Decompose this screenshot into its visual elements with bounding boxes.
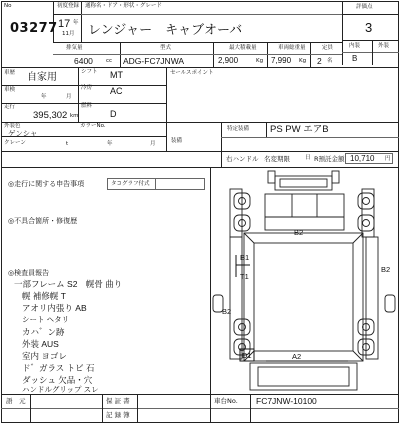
history-title: ◎走行に関する申告事項 — [8, 180, 85, 188]
note-line: ハンドルグリップ スレ — [22, 385, 99, 394]
ac-value: AC — [110, 86, 123, 96]
features-value: PS PW エアB — [270, 124, 329, 135]
type-label: 車歴 — [4, 70, 16, 76]
divider — [1, 67, 399, 68]
vehicle-name: レンジャー キャブオーバ — [88, 22, 243, 37]
selling-points-label: セールスポイント — [170, 70, 214, 76]
color-no-label: カラーNo. — [80, 123, 106, 129]
color-value: ゲンシャ — [8, 129, 38, 138]
equipment-label: 装備 — [171, 138, 183, 144]
note-line: 外装 AUS — [22, 339, 59, 349]
divider — [342, 14, 399, 15]
max-load-unit: Kg — [256, 58, 264, 64]
max-load-value: 2,900 — [218, 56, 239, 65]
recycle-amount: 10,710 — [350, 154, 375, 163]
model-code: ADG-FC7JNWA — [123, 56, 185, 66]
warranty-label: 保 証 書 — [106, 397, 130, 405]
divider — [210, 394, 211, 423]
inspection-label: 車検 — [4, 87, 16, 93]
damage-label-d1: D1 — [242, 351, 252, 360]
registration-month: 11月 — [62, 31, 75, 37]
mileage-value: 395,302 — [33, 110, 68, 121]
damage-label-b2-right: B2 — [381, 265, 391, 274]
features-label: 特定装備 — [227, 126, 250, 132]
divider — [342, 40, 399, 41]
fuel-value: D — [110, 109, 117, 119]
damage-label-b2-left: B2 — [222, 307, 232, 316]
manual-label: 記 録 簿 — [106, 411, 130, 419]
note-line: カハ゛ン跡 — [22, 327, 65, 337]
lot-number: 03277 — [10, 21, 58, 36]
displacement-label: 排気量 — [66, 45, 83, 51]
capacity-label: 定員 — [322, 45, 334, 51]
inspection-year: 年 — [41, 94, 47, 100]
gvw-unit: Kg — [299, 58, 307, 64]
interior-label: 内装 — [349, 43, 361, 49]
ac-label: 冷房 — [81, 85, 93, 91]
tachograph-label: タコグラフ付式 — [111, 181, 150, 187]
divider — [137, 394, 138, 423]
mileage-label: 走行 — [4, 104, 16, 110]
cargo-bed-inner — [254, 243, 353, 351]
cab-front-lines — [265, 194, 344, 217]
divider — [1, 394, 399, 395]
interior-score: B — [352, 54, 358, 63]
damage-label-a2: A2 — [292, 352, 302, 361]
max-load-label: 最大積載量 — [229, 45, 257, 51]
defects-title: ◎不具合箇所・修復歴 — [8, 217, 78, 225]
divider — [81, 1, 82, 42]
divider — [1, 151, 399, 152]
tailgate-inner — [258, 367, 349, 386]
divider — [53, 42, 342, 43]
overall-score: 3 — [365, 20, 373, 35]
inspection-month: 月 — [66, 94, 72, 100]
divider — [342, 52, 399, 53]
cargo-bed-outline — [244, 233, 363, 361]
year-label: 初度登録 — [57, 3, 80, 9]
crane-year: 年 — [107, 141, 113, 147]
ownership-label: 名変期限 — [264, 155, 290, 163]
cylinder-right-icon — [385, 295, 395, 312]
registration-year: 17 — [58, 18, 71, 30]
wheel-front-right-icon — [358, 193, 374, 209]
divider — [372, 40, 373, 65]
divider — [102, 394, 103, 423]
divider — [1, 408, 399, 409]
note-line: 幌 補修幌 T — [22, 291, 66, 301]
divider — [53, 14, 81, 15]
displacement-unit: cc — [106, 58, 113, 64]
mileage-unit: km — [70, 113, 79, 119]
divider — [155, 178, 156, 190]
name-label: 通称名・ドア・形状・グレード — [85, 3, 162, 9]
capacity-unit: 名 — [327, 58, 333, 64]
divider — [30, 394, 31, 423]
divider — [342, 1, 343, 65]
divider — [166, 67, 167, 151]
note-line: ド゛ガラス トビ 石 — [22, 363, 95, 373]
year-unit: 年 — [73, 20, 79, 26]
gvw-value: 7,990 — [271, 56, 292, 65]
lot-label: No — [4, 3, 12, 9]
shift-value: MT — [110, 70, 123, 80]
divider — [81, 14, 342, 15]
chassis-label: 車台No. — [214, 397, 238, 405]
cab-front-panel — [265, 194, 344, 230]
displacement-value: 6400 — [74, 56, 93, 66]
damage-label-t1: T1 — [240, 272, 249, 281]
exterior-label: 外装 — [378, 43, 390, 49]
cab-roof-outline — [275, 176, 332, 190]
usage-type: 自家用 — [27, 72, 57, 83]
ownership-values: 日 — [305, 155, 311, 161]
crane-label: クレーン — [4, 140, 26, 146]
divider — [221, 137, 399, 138]
capacity-value: 2 — [317, 56, 322, 66]
recycle-label: R預託金額 — [314, 155, 345, 163]
note-line: ダッシュ 欠品・穴 — [22, 375, 93, 385]
score-label: 評価点 — [356, 4, 373, 10]
recycle-unit: 円 — [385, 156, 391, 162]
damage-label-b1: B1 — [240, 253, 250, 262]
cargo-bed-corners — [244, 233, 363, 361]
truck-damage-diagram — [210, 167, 399, 394]
divider — [266, 122, 267, 137]
divider — [1, 122, 399, 123]
damage-label-b2-top: B2 — [294, 228, 304, 237]
model-label: 型式 — [160, 45, 172, 51]
note-line: 一部フレーム S2 幌骨 曲り — [14, 279, 123, 289]
color-label: 外装色 — [4, 123, 21, 129]
mirror-left-icon — [268, 171, 275, 183]
note-line: 室内 ヨゴレ — [22, 351, 67, 361]
divider — [250, 394, 251, 423]
steering-value: 右ハンドル — [226, 155, 259, 163]
bed-right-side — [366, 237, 378, 359]
windshield-outline — [280, 179, 327, 187]
divider — [221, 122, 222, 167]
note-line: シート ヘタリ — [22, 315, 70, 324]
fuel-label: 燃料 — [81, 103, 93, 109]
inspector-title: ◎検査員報告 — [8, 269, 50, 277]
mirror-right-icon — [332, 171, 339, 183]
crane-unit: t — [66, 141, 69, 147]
note-line: アオリ内張り AB — [22, 303, 87, 313]
gvw-label: 車両総重量 — [278, 45, 306, 51]
chassis-number: FC7JNW-10100 — [256, 396, 317, 406]
divider — [53, 54, 342, 55]
shift-label: シフト — [81, 69, 98, 75]
remarks-label: 語 元 — [6, 397, 26, 405]
crane-month: 月 — [150, 141, 156, 147]
wheel-front-right-lower-icon — [358, 215, 374, 231]
